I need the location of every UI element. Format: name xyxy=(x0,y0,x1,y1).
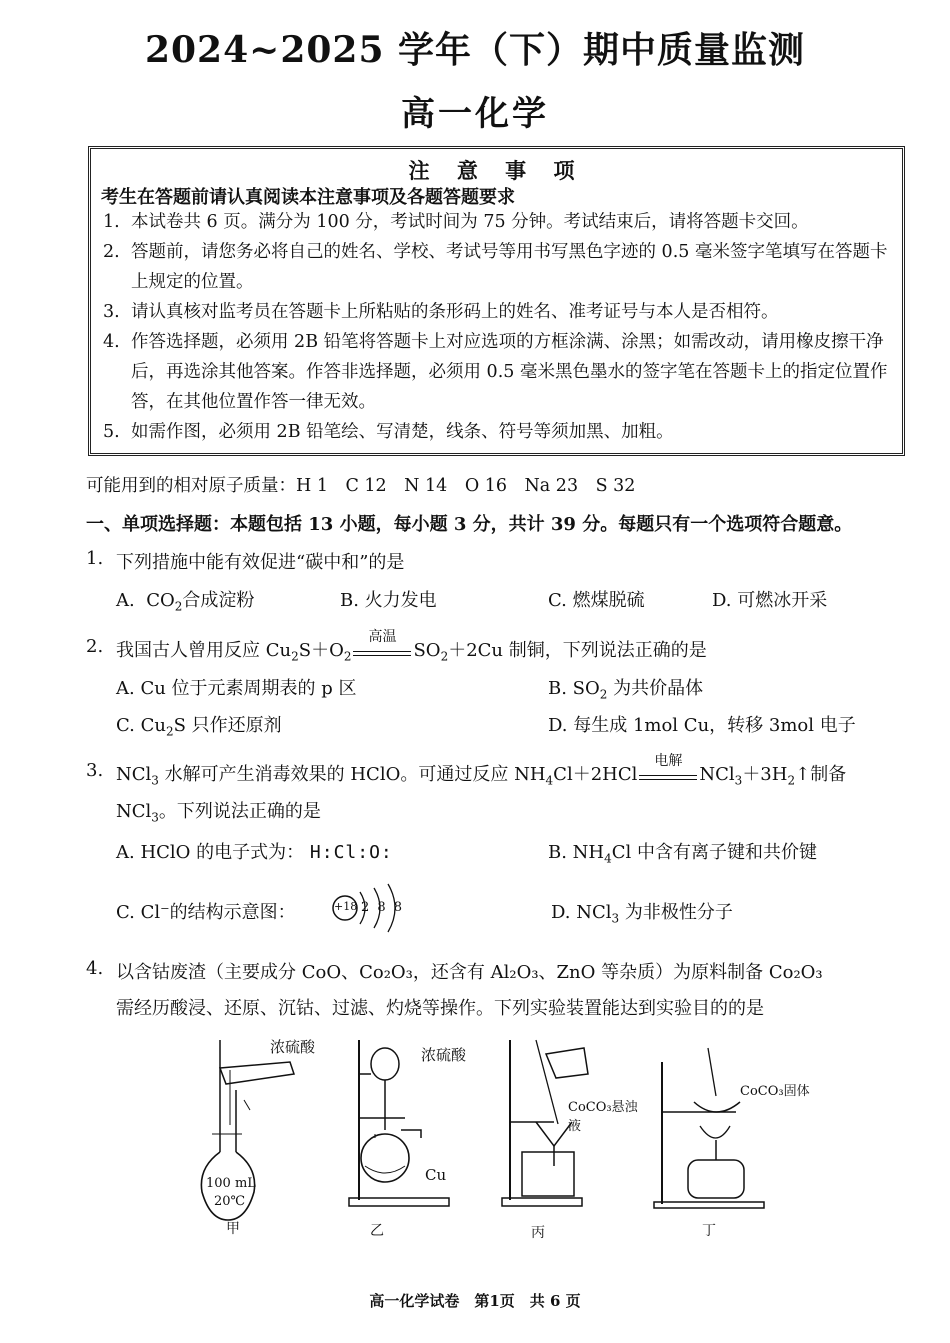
option-b xyxy=(548,674,703,702)
notice-item xyxy=(103,417,893,447)
notice-item-number: 1. xyxy=(103,212,120,232)
atomic-masses: 可能用到的相对原子质量：H 1 C 12 N 14 O 16 Na 23 S 32 xyxy=(86,476,636,496)
subscript: 2 xyxy=(440,649,449,664)
subscript: 2 xyxy=(174,599,183,614)
notice-item-number: 3. xyxy=(103,302,120,322)
stem-part: ＋3H xyxy=(742,764,788,785)
option-text: 为共价晶体 xyxy=(607,678,704,699)
stem-part: Cl＋2HCl xyxy=(553,764,638,785)
question-stem: 下列措施中能有效促进“碳中和”的是 xyxy=(116,552,405,573)
notice-item xyxy=(103,327,893,417)
option-label: A. xyxy=(116,590,135,611)
electron-formula: H:Cl:O: xyxy=(309,842,393,863)
notice-item-number: 5. xyxy=(103,422,120,442)
question-stem xyxy=(116,753,847,788)
notice-item-text: 答题前，请您务必将自己的姓名、学校、考试号等用书写黑色字迹的 0.5 毫米签字笔填写在答题卡上规定的位置。 xyxy=(131,242,888,292)
subscript: 3 xyxy=(151,810,159,825)
subscript: 2 xyxy=(599,687,608,702)
electron-shells: 2 8 8 xyxy=(361,900,405,915)
nucleus-charge: +18 xyxy=(334,900,358,913)
option-text: B. NH xyxy=(548,842,605,863)
notice-item-number: 4. xyxy=(103,332,120,352)
option-text: CO xyxy=(146,590,175,611)
option-d xyxy=(551,898,733,926)
stem-part: 我国古人曾用反应 Cu xyxy=(116,640,292,661)
apparatus-caption: 乙 xyxy=(370,1223,384,1239)
reagent-label: 浓硫酸 xyxy=(270,1038,316,1056)
flask-temperature: 20℃ xyxy=(214,1194,246,1209)
reagent-label: 浓硫酸 xyxy=(421,1046,467,1064)
apparatus-caption: 甲 xyxy=(226,1221,240,1237)
stem-part: 。下列说法正确的是 xyxy=(158,801,321,822)
notice-heading: 注 意 事 项 xyxy=(408,158,585,183)
stem-part: ＋2Cu 制铜，下列说法正确的是 xyxy=(448,640,707,661)
stem-part: 水解可产生消毒效果的 HClO。可通过反应 NH xyxy=(158,764,546,785)
option-text: B. SO xyxy=(548,678,600,699)
apparatus-caption: 丁 xyxy=(702,1223,716,1239)
option-text: 为非极性分子 xyxy=(619,902,733,923)
reaction-arrow xyxy=(637,753,699,786)
notice-item-text: 请认真核对监考员在答题卡上所粘贴的条形码上的姓名、准考证号与本人是否相符。 xyxy=(131,302,779,322)
subscript: 3 xyxy=(151,773,159,788)
option-text: 合成淀粉 xyxy=(182,590,255,611)
question-number: 3. xyxy=(86,760,104,781)
subscript: 4 xyxy=(604,851,612,866)
reaction-arrow xyxy=(351,629,413,662)
exam-title: 2024~2025 学年（下）期中质量监测 xyxy=(144,29,806,71)
notice-item-text: 本试卷共 6 页。满分为 100 分，考试时间为 75 分钟。考试结束后，请将答题卡交回。 xyxy=(131,212,809,232)
subscript: 4 xyxy=(545,773,554,788)
subscript: 2 xyxy=(343,649,352,664)
stem-part: ↑制备 xyxy=(795,764,847,785)
subscript: 2 xyxy=(787,773,796,788)
option-a xyxy=(116,586,254,614)
apparatus-jia-svg xyxy=(190,1030,330,1230)
apparatus-ding xyxy=(650,1040,820,1210)
option-text: S 只作还原剂 xyxy=(173,715,282,736)
stem-part: NCl xyxy=(116,801,152,822)
option-b: B. 火力发电 xyxy=(340,590,437,611)
option-c: C. 燃煤脱硫 xyxy=(548,590,645,611)
question-stem xyxy=(116,629,707,664)
question-number: 2. xyxy=(86,636,104,657)
stem-part: NCl xyxy=(116,764,152,785)
flask-volume: 100 mL xyxy=(206,1176,256,1191)
question-number: 1. xyxy=(86,548,104,569)
notice-item-text: 如需作图，必须用 2B 铅笔绘、写清楚，线条、符号等须加黑、加粗。 xyxy=(131,422,674,442)
option-text: D. NCl xyxy=(551,902,612,923)
option-a xyxy=(116,838,393,864)
option-text: C. Cu xyxy=(116,715,166,736)
stem-part: NCl xyxy=(699,764,735,785)
option-a: A. Cu 位于元素周期表的 p 区 xyxy=(116,678,357,699)
subscript: 2 xyxy=(165,724,174,739)
option-text: A. HClO 的电子式为： xyxy=(116,842,305,863)
notice-intro: 考生在答题前请认真阅读本注意事项及各题答题要求 xyxy=(101,187,515,208)
option-c xyxy=(116,711,282,739)
question-number: 4. xyxy=(86,958,104,979)
apparatus-ding-svg xyxy=(650,1040,820,1210)
reagent-label: CoCO₃悬浊液 xyxy=(568,1100,638,1134)
subscript: 3 xyxy=(611,911,620,926)
option-text: Cl 中含有离子键和共价键 xyxy=(611,842,818,863)
section-header: 一、单项选择题：本题包括 13 小题，每小题 3 分，共计 39 分。每题只有一个选项符合题意。 xyxy=(86,514,853,535)
notice-box xyxy=(88,146,905,456)
notice-item xyxy=(103,207,893,237)
notice-item-text: 作答选择题，必须用 2B 铅笔将答题卡上对应选项的方框涂满、涂黑；如需改动，请用橡皮擦干净后，再选涂其他答案。作答非选择题，必须用 0.5 毫米黑色墨水的签字笔在答题卡上的指定位置作答，在其他位置作答一律无效。 xyxy=(131,332,888,412)
metal-label: Cu xyxy=(425,1166,447,1184)
reaction-condition: 电解 xyxy=(654,753,683,769)
subscript: 3 xyxy=(734,773,743,788)
option-d: D. 可燃冰开采 xyxy=(712,590,828,611)
notice-item xyxy=(103,237,893,297)
question-stem-cont: 需经历酸浸、还原、沉钴、过滤、灼烧等操作。下列实验装置能达到实验目的的是 xyxy=(116,998,764,1019)
apparatus-caption: 丙 xyxy=(531,1225,545,1241)
notice-item-number: 2. xyxy=(103,242,120,262)
page-footer: 高一化学试卷 第1页 共 6 页 xyxy=(369,1292,581,1310)
apparatus-jia xyxy=(190,1030,330,1230)
option-d: D. 每生成 1mol Cu，转移 3mol 电子 xyxy=(548,715,856,736)
stem-part: S＋O xyxy=(298,640,344,661)
reaction-condition: 高温 xyxy=(368,629,397,645)
apparatus-yi xyxy=(345,1034,485,1210)
question-stem: 以含钴废渣（主要成分 CoO、Co₂O₃，还含有 Al₂O₃、ZnO 等杂质）为原料制备 Co₂O₃ xyxy=(116,962,823,983)
reagent-label: CoCO₃固体 xyxy=(740,1084,810,1099)
subscript: 2 xyxy=(291,649,299,664)
option-text: C. Cl⁻的结构示意图： xyxy=(116,902,296,923)
question-stem-cont xyxy=(116,797,321,825)
notice-item xyxy=(103,297,893,327)
option-b xyxy=(548,838,817,866)
stem-part: SO xyxy=(413,640,441,661)
option-c xyxy=(116,898,296,924)
apparatus-bing xyxy=(500,1034,640,1210)
subject-title: 高一化学 xyxy=(401,94,549,134)
ion-structure-diagram xyxy=(330,878,410,938)
